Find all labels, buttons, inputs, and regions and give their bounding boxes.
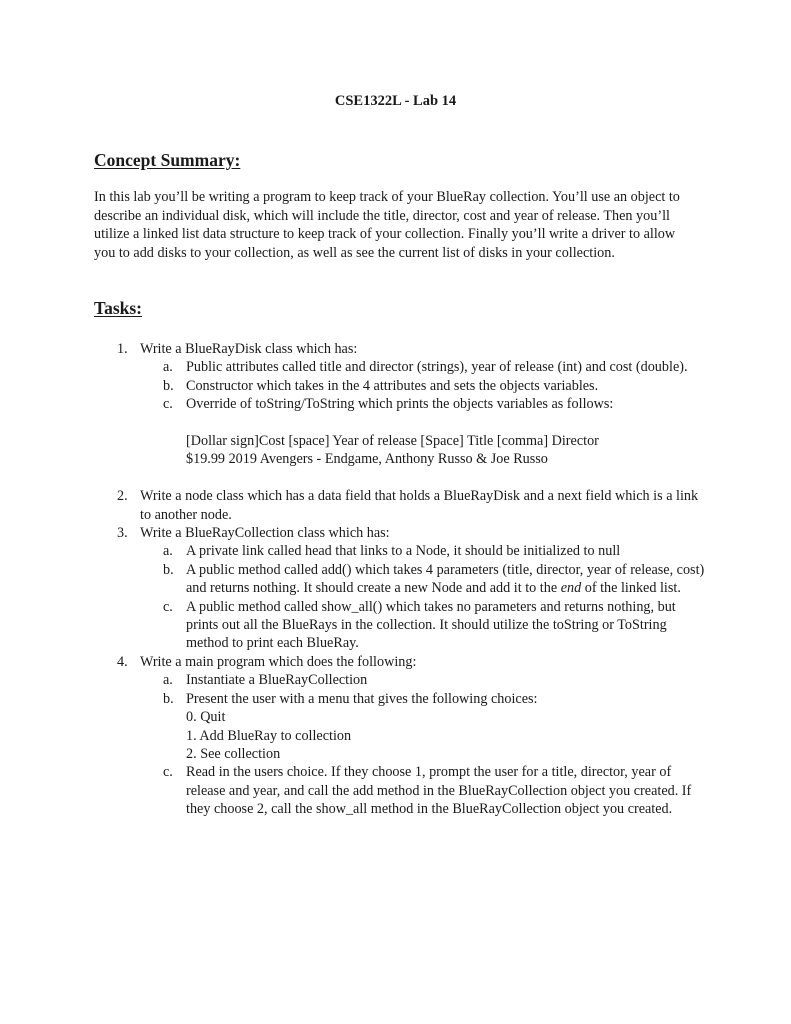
subtask-item	[0, 542, 791, 560]
format-line-text: [Dollar sign]Cost [space] Year of release [Space] Title [comma] Director	[186, 433, 599, 450]
subtask-item	[0, 671, 791, 689]
subtask-letter: b.	[163, 377, 174, 394]
example-line-text: $19.99 2019 Avengers - Endgame, Anthony Russo & Joe Russo	[186, 451, 548, 468]
subtask-text	[186, 561, 706, 598]
format-line	[0, 432, 791, 450]
subtask-text: Read in the users choice. If they choose 1, prompt the user for a title, director, year of release and year, and call the add method in the BlueRayCollection object you created. If they choose 2, call the show_all method in the BlueRayCollection object you created.	[186, 764, 692, 818]
task-number: 2.	[117, 488, 128, 505]
task-number: 1.	[117, 341, 128, 357]
subtask-letter: b.	[163, 561, 174, 578]
subtask-text: Constructor which takes in the 4 attributes and sets the objects variables.	[186, 377, 599, 394]
task-item	[0, 653, 791, 671]
spacer	[0, 469, 791, 487]
subtask-letter: c.	[163, 764, 173, 781]
subtask-letter: b.	[163, 690, 174, 707]
subtask-letter: a.	[163, 359, 173, 376]
menu-option-text: 1. Add BlueRay to collection	[186, 727, 352, 744]
task-number: 3.	[117, 525, 128, 542]
subtask-text: A private link called head that links to a Node, it should be initialized to null	[186, 543, 621, 560]
subtask-letter: a.	[163, 543, 173, 560]
task-number: 4.	[117, 653, 128, 670]
subtask-text: Present the user with a menu that gives the following choices:	[186, 690, 538, 707]
spacer	[0, 414, 791, 432]
subtask-text: A public method called show_all() which takes no parameters and returns nothing, but prints out all the BlueRays in the collection. It should utilize the toString or ToString method to print each BlueRay.	[186, 598, 676, 652]
subtask-item	[0, 763, 791, 818]
task-text: Write a BlueRayDisk class which has:	[140, 341, 358, 357]
subtask-text-emphasis: end	[560, 580, 582, 597]
subtask-item	[0, 358, 791, 376]
subtask-item	[0, 561, 791, 598]
subtask-letter: c.	[163, 396, 173, 413]
task-item	[0, 340, 791, 358]
concept-summary-paragraph: In this lab you’ll be writing a program to keep track of your BlueRay collection. You’ll use an object to describe an individual disk, which will include the title, director, cost and year of release. Then you’ll utilize a linked list data structure to keep track of your collection. Finally you’ll write a driver to allow you to add disks to your collection, as well as see the current list of disks in your collection.	[94, 189, 680, 261]
subtask-text: Public attributes called title and director (strings), year of release (int) and cost (double).	[186, 359, 688, 376]
task-text: Write a BlueRayCollection class which has:	[140, 525, 390, 542]
task-text: Write a node class which has a data field that holds a BlueRayDisk and a next field which is a link to another node.	[140, 488, 699, 523]
subtask-text: Override of toString/ToString which prints the objects variables as follows:	[186, 396, 614, 413]
subtask-letter: a.	[163, 672, 173, 689]
subtask-item	[0, 690, 791, 708]
menu-option	[0, 727, 791, 745]
example-line	[0, 450, 791, 468]
subtask-item	[0, 395, 791, 413]
tasks-list	[0, 340, 791, 819]
menu-option	[0, 745, 791, 763]
task-item	[0, 487, 791, 524]
subtask-text-part: A public method called add() which takes 4 parameters (title, director, year of release, cost) and returns nothing. It should create a new Node and add it to the	[186, 561, 705, 597]
menu-option	[0, 708, 791, 726]
task-text: Write a main program which does the following:	[140, 653, 417, 670]
subtask-item	[0, 377, 791, 395]
menu-option-text: 2. See collection	[186, 745, 281, 762]
menu-option-text: 0. Quit	[186, 709, 226, 726]
subtask-text-part: of the linked list.	[581, 580, 681, 597]
page-title: CSE1322L - Lab 14	[334, 93, 457, 109]
subtask-letter: c.	[163, 598, 173, 615]
subtask-item	[0, 598, 791, 653]
concept-summary-heading: Concept Summary:	[94, 150, 241, 170]
task-item	[0, 524, 791, 542]
subtask-text: Instantiate a BlueRayCollection	[186, 672, 368, 689]
tasks-heading: Tasks:	[94, 298, 142, 318]
